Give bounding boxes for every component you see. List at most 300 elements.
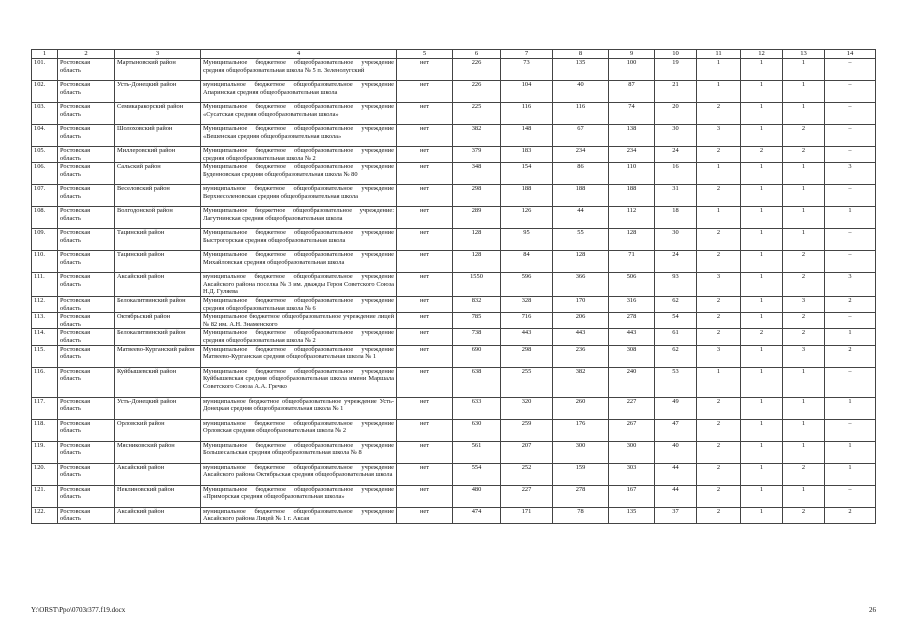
table-cell: 1 [741,207,783,229]
table-cell: – [825,485,876,507]
table-cell: 2 [825,345,876,367]
column-header: 10 [655,50,697,59]
table-cell: 561 [453,441,501,463]
table-cell: 2 [783,251,825,273]
table-cell: 255 [501,367,553,397]
table-cell: 1 [783,485,825,507]
table-cell: 188 [609,185,655,207]
table-cell: 108. [32,207,58,229]
table-cell: 2 [783,273,825,297]
table-cell: Муниципальное бюджетное общеобразовательное учреждение: Лагутнинская средняя общеобразовательная школа [201,207,397,229]
table-cell: 1 [741,345,783,367]
table-cell: 1 [783,367,825,397]
table-cell: 2 [783,507,825,523]
table-cell: 128 [453,229,501,251]
table-row [32,147,876,163]
table-cell: 24 [655,251,697,273]
column-header: 7 [501,50,553,59]
table-cell: 30 [655,229,697,251]
table-cell: 234 [609,147,655,163]
table-cell: 138 [609,125,655,147]
table-cell: нет [397,463,453,485]
table-cell: 1 [741,313,783,329]
table-cell: 1 [783,59,825,81]
table-cell: 1 [741,367,783,397]
table-cell: 379 [453,147,501,163]
table-row [32,397,876,419]
table-cell: Орловский район [115,419,201,441]
table-cell: 1 [783,207,825,229]
table-cell: Ростовская область [58,507,115,523]
table-row [32,163,876,185]
table-cell: 227 [501,485,553,507]
table-cell: 633 [453,397,501,419]
table-cell: 240 [609,367,655,397]
table-cell: 167 [609,485,655,507]
table-cell: – [825,229,876,251]
table-cell: Шолоховский район [115,125,201,147]
table-cell: 1 [741,59,783,81]
table-row [32,296,876,312]
table-cell: Ростовская область [58,163,115,185]
table-cell: 114. [32,329,58,345]
table-cell: 2 [741,147,783,163]
table-cell: Мартыновский район [115,59,201,81]
table-cell: 78 [553,507,609,523]
table-cell: Тацинский район [115,229,201,251]
table-cell: Ростовская область [58,463,115,485]
table-cell: 785 [453,313,501,329]
table-cell: – [825,251,876,273]
table-cell: 119. [32,441,58,463]
table-cell: 112 [609,207,655,229]
schools-table [31,49,876,524]
column-header: 11 [697,50,741,59]
table-cell: 226 [453,81,501,103]
table-cell: Ростовская область [58,273,115,297]
table-row [32,485,876,507]
table-cell: 128 [553,251,609,273]
table-cell: 1 [783,81,825,103]
table-cell: нет [397,59,453,81]
table-cell: 128 [609,229,655,251]
table-cell: 49 [655,397,697,419]
table-cell: 107. [32,185,58,207]
table-cell: 2 [697,485,741,507]
table-cell: нет [397,147,453,163]
table-cell: 2 [697,296,741,312]
table-cell: 348 [453,163,501,185]
table-cell: Муниципальное бюджетное общеобразовательное учреждение Большесальская средняя общеобразовательная школа № 8 [201,441,397,463]
table-cell: Аксайский район [115,463,201,485]
table-cell: 278 [553,485,609,507]
table-cell: нет [397,507,453,523]
table-cell: 630 [453,419,501,441]
table-cell: 259 [501,419,553,441]
table-cell: 443 [609,329,655,345]
table-cell: 95 [501,229,553,251]
table-cell: муниципальное бюджетное общеобразовательное учреждение Усть-Донецкая средняя общеобразовательная школа № 1 [201,397,397,419]
table-cell: 2 [697,103,741,125]
table-cell: 111. [32,273,58,297]
table-cell: муниципальное бюджетное общеобразовательное учреждение Аксайского района Лицей № 1 г. Аксая [201,507,397,523]
table-cell: Миллеровский район [115,147,201,163]
table-cell: 170 [553,296,609,312]
table-cell: 188 [501,185,553,207]
table-cell: 183 [501,147,553,163]
table-cell: нет [397,419,453,441]
table-cell: 176 [553,419,609,441]
table-cell: Муниципальное бюджетное общеобразовательное учреждение «Сусатская средняя общеобразовательная школа» [201,103,397,125]
table-cell: 1 [783,397,825,419]
table-cell: 1 [741,463,783,485]
table-cell: 128 [453,251,501,273]
table-cell: – [825,103,876,125]
table-cell: 2 [697,397,741,419]
table-cell: – [825,125,876,147]
table-cell: 443 [553,329,609,345]
table-cell: нет [397,367,453,397]
table-cell: 638 [453,367,501,397]
table-cell: 1 [741,507,783,523]
table-cell: 40 [655,441,697,463]
table-row [32,345,876,367]
table-cell: 2 [697,251,741,273]
table-cell: 2 [783,329,825,345]
table-cell: 120. [32,463,58,485]
table-cell: 443 [501,329,553,345]
table-cell: 207 [501,441,553,463]
table-cell: нет [397,229,453,251]
table-cell: 2 [697,329,741,345]
table-cell: 135 [553,59,609,81]
table-cell: 19 [655,59,697,81]
table-cell: 44 [655,485,697,507]
table-cell: муниципальное бюджетное общеобразовательное учреждение Орловская средняя общеобразовательная школа № 2 [201,419,397,441]
column-header: 14 [825,50,876,59]
table-cell: Муниципальное бюджетное общеобразовательное учреждение Михайловская средняя общеобразовательная школа [201,251,397,273]
table-cell: 117. [32,397,58,419]
table-cell: Муниципальное бюджетное общеобразовательное учреждение Буденновская средняя общеобразовательная школа № 80 [201,163,397,185]
table-row [32,463,876,485]
table-cell: 226 [453,59,501,81]
table-row [32,185,876,207]
table-cell: 2 [783,313,825,329]
column-header: 8 [553,50,609,59]
table-row [32,273,876,297]
table-cell: 1 [825,441,876,463]
table-cell: 832 [453,296,501,312]
table-cell: 126 [501,207,553,229]
table-cell: 1 [741,397,783,419]
table-cell: Муниципальное бюджетное общеобразовательное учреждение средняя общеобразовательная школа № 2 [201,147,397,163]
column-header: 6 [453,50,501,59]
column-header: 1 [32,50,58,59]
table-cell: 104. [32,125,58,147]
table-cell: 738 [453,329,501,345]
table-cell: Муниципальное бюджетное общеобразовательное учреждение «Приморская средняя общеобразовательная школа» [201,485,397,507]
table-cell: Ростовская область [58,229,115,251]
table-cell: 298 [453,185,501,207]
table-cell: 690 [453,345,501,367]
table-cell: 1 [741,163,783,185]
table-cell: нет [397,125,453,147]
table-cell: нет [397,345,453,367]
table-cell: нет [397,313,453,329]
table-cell: Муниципальное бюджетное общеобразовательное учреждение Быстрогорская средняя общеобразовательная школа [201,229,397,251]
table-cell: 2 [697,463,741,485]
table-cell: муниципальное бюджетное общеобразовательное учреждение Аксайского района Октябрьская средняя общеобразовательная школа [201,463,397,485]
table-cell: Муниципальное бюджетное общеобразовательное учреждение средняя общеобразовательная школа № 2 [201,329,397,345]
table-cell: 1 [741,296,783,312]
table-cell: 1 [697,163,741,185]
table-cell: 1 [741,419,783,441]
table-cell: 2 [697,229,741,251]
table-cell: 171 [501,507,553,523]
table-cell: Ростовская область [58,125,115,147]
page-number: 26 [869,606,876,614]
table-cell: 382 [553,367,609,397]
table-cell: 116. [32,367,58,397]
table-cell: 289 [453,207,501,229]
table-cell: 1 [783,441,825,463]
table-cell: нет [397,103,453,125]
table-cell: 122. [32,507,58,523]
table-cell: нет [397,207,453,229]
table-cell: 252 [501,463,553,485]
table-cell: 116 [501,103,553,125]
table-row [32,507,876,523]
table-row [32,229,876,251]
table-cell: 3 [697,125,741,147]
table-cell: Ростовская область [58,103,115,125]
table-cell: Аксайский район [115,273,201,297]
table-cell: Мясниковский район [115,441,201,463]
table-cell: 1 [741,485,783,507]
table-cell: 300 [609,441,655,463]
table-cell: Волгодонской район [115,207,201,229]
table-cell: 1 [825,329,876,345]
table-cell: нет [397,185,453,207]
table-cell: 53 [655,367,697,397]
table-cell: 62 [655,296,697,312]
table-cell: 118. [32,419,58,441]
table-cell: 227 [609,397,655,419]
table-cell: 74 [609,103,655,125]
table-row [32,367,876,397]
table-cell: 135 [609,507,655,523]
table-cell: Аксайский район [115,507,201,523]
column-header: 13 [783,50,825,59]
table-cell: 47 [655,419,697,441]
table-cell: 1 [697,207,741,229]
table-cell: нет [397,273,453,297]
table-row [32,103,876,125]
table-cell: 20 [655,103,697,125]
column-header: 3 [115,50,201,59]
table-cell: нет [397,81,453,103]
table-cell: 2 [783,125,825,147]
file-path-footer: Y:\ORST\Ppo\0703r377.f19.docx [31,606,126,614]
table-cell: 303 [609,463,655,485]
table-cell: Белокалитвинский район [115,329,201,345]
table-cell: 54 [655,313,697,329]
table-cell: 316 [609,296,655,312]
table-cell: Ростовская область [58,441,115,463]
table-cell: 234 [553,147,609,163]
column-header: 9 [609,50,655,59]
table-cell: Неклиновский район [115,485,201,507]
table-cell: 2 [783,463,825,485]
table-cell: нет [397,397,453,419]
table-cell: Ростовская область [58,185,115,207]
table-cell: нет [397,296,453,312]
table-cell: 18 [655,207,697,229]
table-cell: Муниципальное бюджетное общеобразовательное учреждение «Вешенская средняя общеобразовательная школа» [201,125,397,147]
table-cell: Ростовская область [58,147,115,163]
table-cell: 86 [553,163,609,185]
table-cell: 260 [553,397,609,419]
table-cell: 3 [697,273,741,297]
table-cell: 44 [655,463,697,485]
table-cell: 474 [453,507,501,523]
table-cell: муниципальное бюджетное общеобразовательное учреждение Верхнесоленовская средняя общеобразовательная школа [201,185,397,207]
table-cell: Муниципальное бюджетное общеобразовательное учреждение Куйбышевская средняя общеобразовательная школа имени Маршала Советского Союза А.А. Гречко [201,367,397,397]
table-cell: 267 [609,419,655,441]
table-cell: 24 [655,147,697,163]
table-cell: Ростовская область [58,207,115,229]
table-cell: 1 [697,367,741,397]
table-cell: 188 [553,185,609,207]
table-cell: 102. [32,81,58,103]
table-cell: 1 [741,103,783,125]
table-cell: 1 [741,251,783,273]
table-cell: 116 [553,103,609,125]
table-cell: Муниципальное бюджетное общеобразовательное учреждение средняя общеобразовательная школа № 5 п. Зеленолугский [201,59,397,81]
table-cell: 106. [32,163,58,185]
table-cell: Сальский район [115,163,201,185]
table-cell: 328 [501,296,553,312]
table-cell: Ростовская область [58,329,115,345]
table-cell: 1 [825,463,876,485]
table-cell: 1 [741,273,783,297]
table-cell: 596 [501,273,553,297]
table-cell: 62 [655,345,697,367]
table-cell: 101. [32,59,58,81]
table-cell: Усть-Донецкий район [115,81,201,103]
table-cell: Тацинский район [115,251,201,273]
table-cell: 1 [697,59,741,81]
table-cell: Белокалитвинский район [115,296,201,312]
table-cell: – [825,313,876,329]
table-row [32,59,876,81]
table-cell: 109. [32,229,58,251]
table-cell: Ростовская область [58,485,115,507]
table-body [32,59,876,524]
table-cell: 2 [825,507,876,523]
table-cell: 225 [453,103,501,125]
table-row [32,313,876,329]
table-cell: 1550 [453,273,501,297]
table-cell: 382 [453,125,501,147]
table-cell: 113. [32,313,58,329]
table-cell: Веселовский район [115,185,201,207]
table-cell: Ростовская область [58,313,115,329]
column-header: 4 [201,50,397,59]
table-row [32,125,876,147]
table-cell: – [825,367,876,397]
table-cell: 2 [697,147,741,163]
table-cell: 103. [32,103,58,125]
table-cell: 1 [825,397,876,419]
table-cell: 110 [609,163,655,185]
table-cell: Муниципальное бюджетное общеобразовательное учреждение Матвеево-Курганская средняя общеобразовательная школа № 1 [201,345,397,367]
table-cell: 1 [741,229,783,251]
table-cell: 104 [501,81,553,103]
column-header: 5 [397,50,453,59]
table-cell: – [825,419,876,441]
table-cell: 2 [697,313,741,329]
table-cell: нет [397,441,453,463]
header-row [32,50,876,59]
table-cell: нет [397,485,453,507]
table-cell: 2 [697,441,741,463]
table-cell: 308 [609,345,655,367]
table-cell: 30 [655,125,697,147]
table-cell: Ростовская область [58,397,115,419]
table-cell: нет [397,163,453,185]
table-cell: 554 [453,463,501,485]
table-cell: Ростовская область [58,296,115,312]
table-cell: 1 [783,103,825,125]
table-cell: 2 [697,185,741,207]
table-cell: 55 [553,229,609,251]
table-cell: Матвеево-Курганский район [115,345,201,367]
table-cell: Ростовская область [58,367,115,397]
table-cell: 44 [553,207,609,229]
table-cell: нет [397,251,453,273]
table-cell: – [825,147,876,163]
table-cell: – [825,59,876,81]
table-cell: 121. [32,485,58,507]
table-cell: 73 [501,59,553,81]
table-cell: 100 [609,59,655,81]
table-cell: 105. [32,147,58,163]
table-cell: 87 [609,81,655,103]
table-cell: 37 [655,507,697,523]
table-cell: 1 [783,419,825,441]
table-cell: 300 [553,441,609,463]
table-cell: Ростовская область [58,345,115,367]
column-header: 12 [741,50,783,59]
table-cell: Усть-Донецкий район [115,397,201,419]
table-cell: 3 [825,273,876,297]
table-cell: 3 [697,345,741,367]
table-cell: 1 [741,125,783,147]
table-cell: 112. [32,296,58,312]
table-cell: 1 [741,441,783,463]
table-cell: 71 [609,251,655,273]
table-cell: 115. [32,345,58,367]
table-cell: 3 [783,345,825,367]
table-row [32,81,876,103]
table-cell: муниципальное бюджетное общеобразовательное учреждение Апаринская средняя общеобразовательная школа [201,81,397,103]
table-cell: 278 [609,313,655,329]
table-cell: 67 [553,125,609,147]
table-cell: 3 [783,296,825,312]
table-cell: 3 [825,163,876,185]
table-cell: 93 [655,273,697,297]
